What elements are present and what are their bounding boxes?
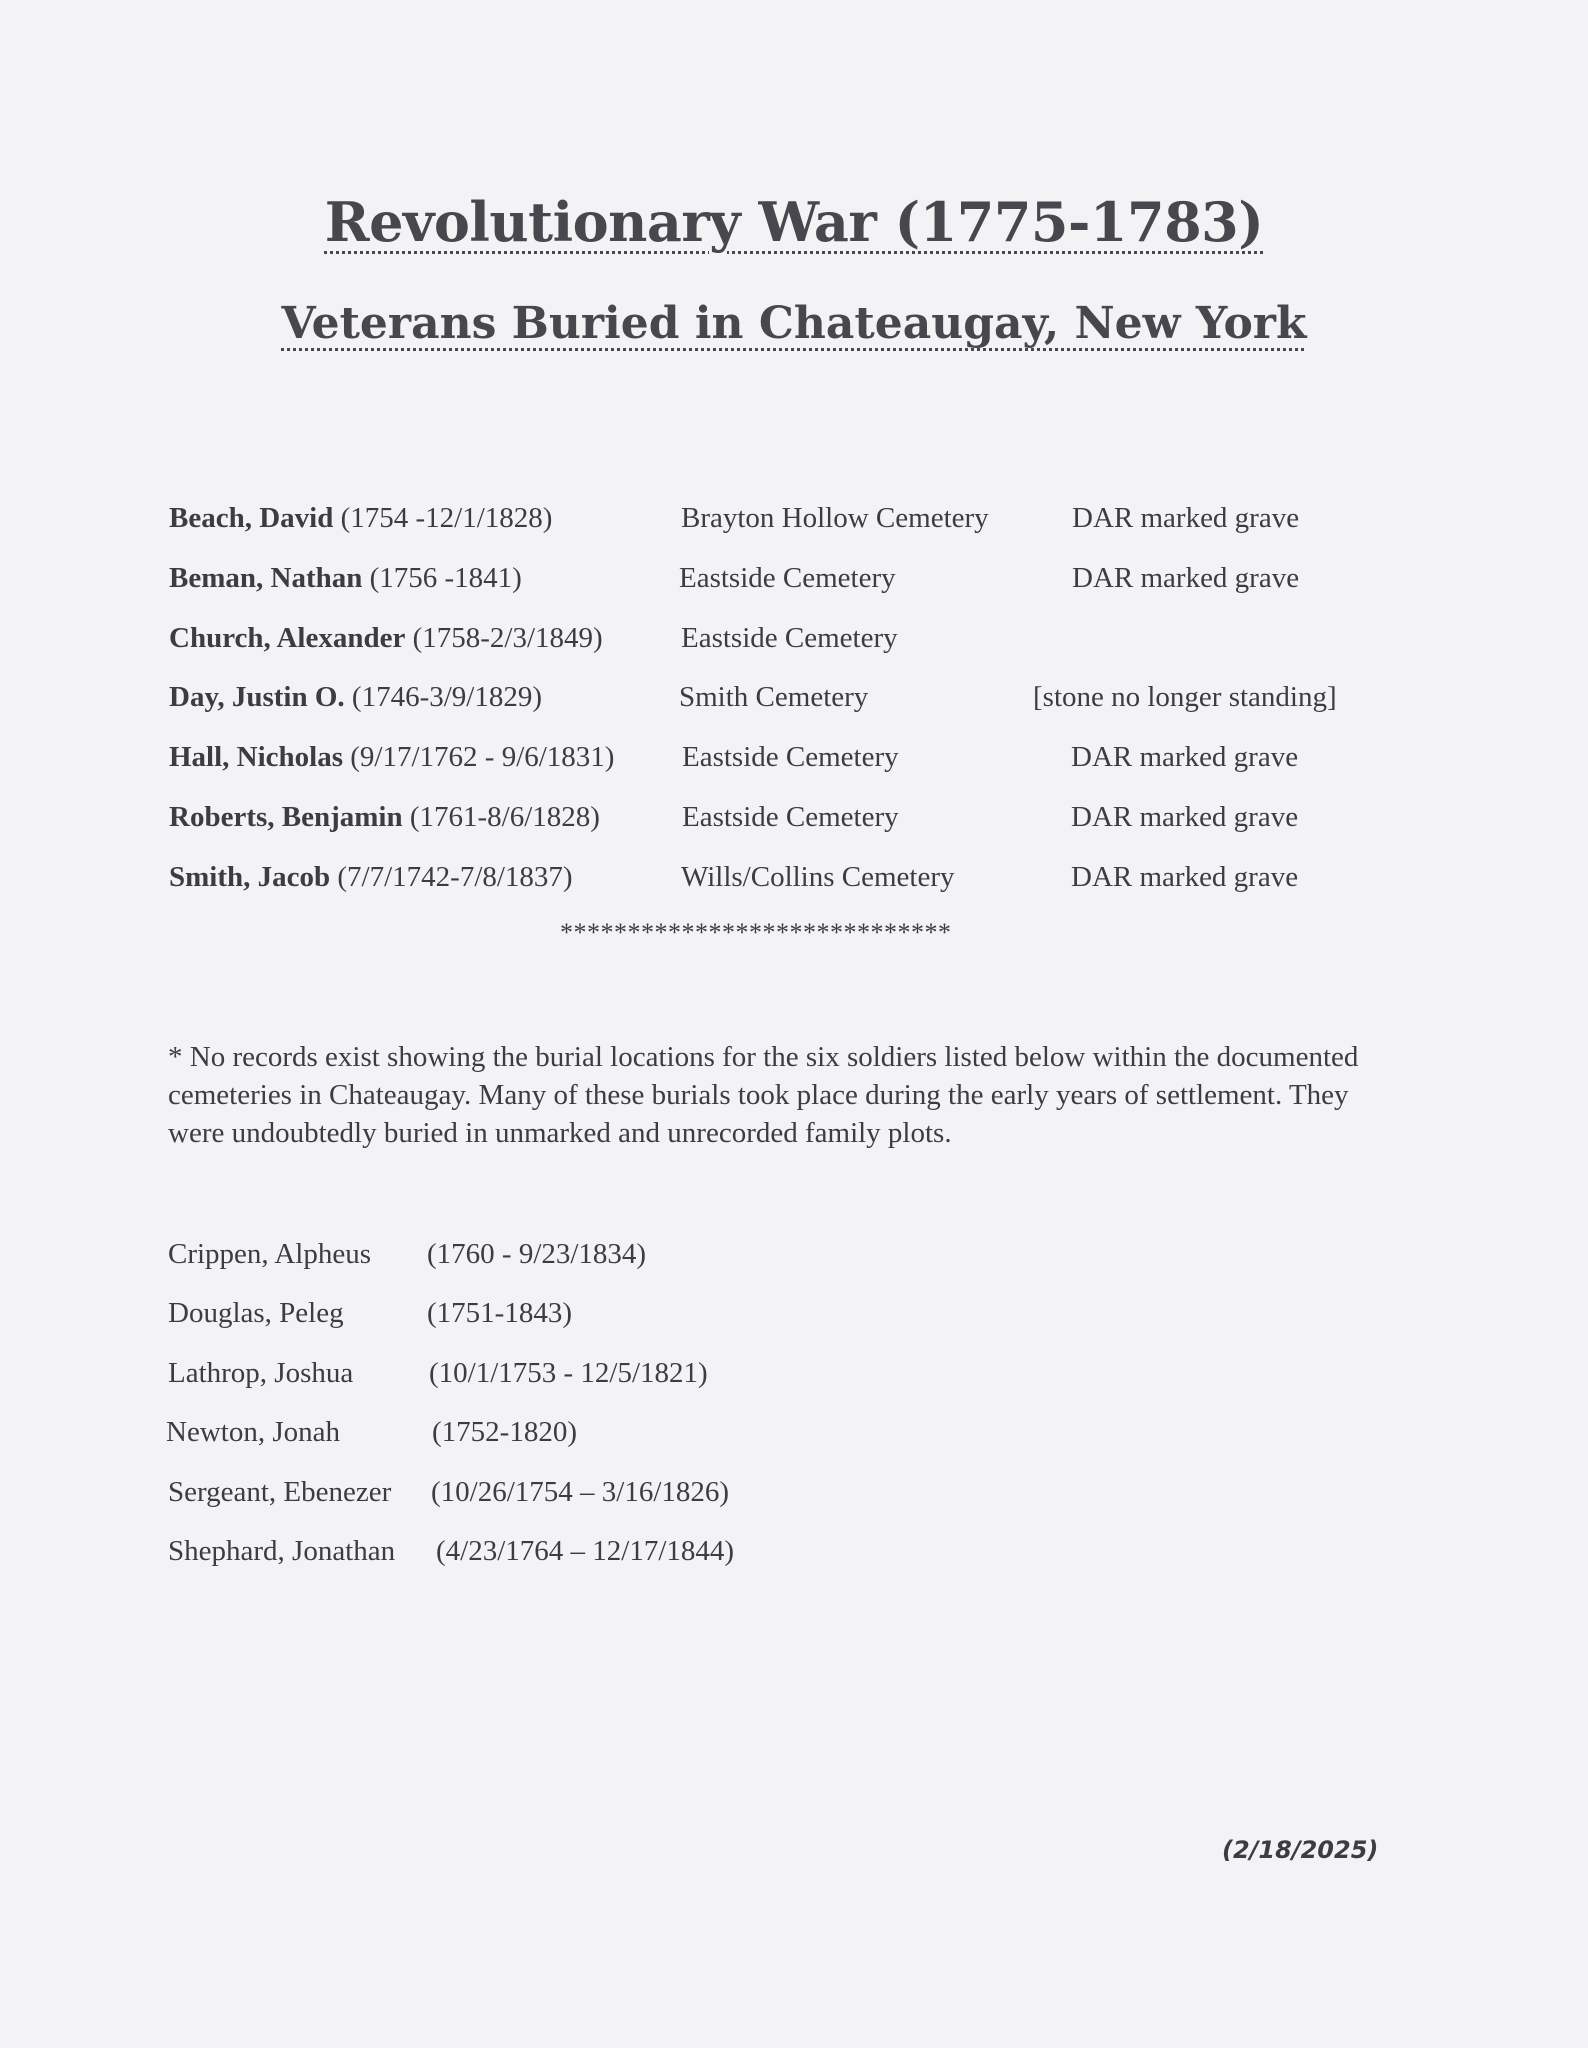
veteran-note: DAR marked grave	[1071, 741, 1299, 773]
veteran-name-dates	[169, 741, 614, 774]
veteran-name: Day, Justin O.	[169, 681, 345, 713]
unmarked-row	[0, 1238, 1588, 1282]
unmarked-name: Lathrop, Joshua	[168, 1357, 354, 1389]
veteran-dates: (1761-8/6/1828)	[409, 801, 600, 833]
unmarked-dates: (4/23/1764 – 12/17/1844)	[436, 1535, 735, 1567]
veteran-cemetery: Wills/Collins Cemetery	[681, 861, 955, 893]
veteran-cemetery: Brayton Hollow Cemetery	[681, 502, 989, 534]
veteran-note: DAR marked grave	[1072, 562, 1300, 594]
veteran-cemetery: Eastside Cemetery	[682, 741, 899, 773]
unmarked-row	[0, 1476, 1588, 1520]
separator: *****************************	[560, 918, 952, 947]
veteran-name: Smith, Jacob	[169, 861, 331, 893]
veteran-note: DAR marked grave	[1072, 502, 1300, 534]
unmarked-dates: (10/1/1753 - 12/5/1821)	[429, 1357, 708, 1389]
veteran-dates: (1758-2/3/1849)	[412, 622, 603, 654]
veteran-row	[0, 801, 1588, 845]
veteran-cemetery: Eastside Cemetery	[682, 801, 899, 833]
page-subtitle-text: Veterans Buried in Chateaugay, New York	[281, 298, 1307, 349]
unmarked-name: Douglas, Peleg	[168, 1297, 344, 1329]
veteran-dates: (1746-3/9/1829)	[351, 681, 543, 713]
veteran-note: DAR marked grave	[1071, 861, 1299, 893]
veteran-name-dates	[169, 562, 522, 595]
unmarked-name: Crippen, Alpheus	[168, 1238, 371, 1270]
veteran-note: [stone no longer standing]	[1033, 681, 1337, 713]
veteran-row	[0, 681, 1588, 725]
veteran-row	[0, 562, 1588, 606]
unmarked-row	[0, 1297, 1588, 1341]
veteran-row	[0, 502, 1588, 546]
veteran-name-dates	[169, 801, 600, 834]
veteran-name-dates	[169, 681, 542, 714]
veteran-dates: (1754 -12/1/1828)	[340, 502, 553, 534]
veteran-dates: (1756 -1841)	[369, 562, 522, 594]
unmarked-dates: (1760 - 9/23/1834)	[427, 1238, 647, 1270]
unmarked-dates: (1752-1820)	[432, 1416, 577, 1448]
veteran-dates: (7/7/1742-7/8/1837)	[337, 861, 573, 893]
veteran-name: Roberts, Benjamin	[169, 801, 403, 833]
veteran-name: Church, Alexander	[169, 622, 406, 654]
veteran-name: Hall, Nicholas	[169, 741, 344, 773]
page-title	[0, 190, 1588, 254]
page-title-text: Revolutionary War (1775-1783)	[324, 190, 1264, 254]
veteran-name-dates	[169, 622, 603, 655]
veteran-name-dates	[169, 502, 552, 535]
veteran-row	[0, 622, 1588, 666]
unmarked-row	[0, 1416, 1588, 1460]
unmarked-row	[0, 1357, 1588, 1401]
veteran-name: Beach, David	[169, 502, 334, 534]
veteran-row	[0, 861, 1588, 905]
unmarked-dates: (1751-1843)	[427, 1297, 572, 1329]
veteran-row	[0, 741, 1588, 785]
veteran-note: DAR marked grave	[1071, 801, 1299, 833]
veteran-name-dates	[169, 861, 573, 894]
veteran-dates: (9/17/1762 - 9/6/1831)	[350, 741, 615, 773]
unmarked-dates: (10/26/1754 – 3/16/1826)	[431, 1476, 730, 1508]
unmarked-row	[0, 1535, 1588, 1579]
date-stamp: (2/18/2025)	[1222, 1836, 1379, 1864]
veteran-name: Beman, Nathan	[169, 562, 363, 594]
unmarked-name: Sergeant, Ebenezer	[168, 1476, 392, 1508]
veteran-cemetery: Eastside Cemetery	[679, 562, 896, 594]
page-subtitle	[0, 298, 1588, 349]
veteran-cemetery: Eastside Cemetery	[681, 622, 898, 654]
note-paragraph: * No records exist showing the burial locations for the six soldiers listed below within the documented cemeteries in Chateaugay. Many of these burials took place during the early years of settlement. They were undoubtedly buried in unmarked and unrecorded family plots.	[168, 1041, 1359, 1149]
unmarked-name: Newton, Jonah	[166, 1416, 340, 1448]
veteran-cemetery: Smith Cemetery	[679, 681, 869, 713]
unmarked-name: Shephard, Jonathan	[168, 1535, 396, 1567]
